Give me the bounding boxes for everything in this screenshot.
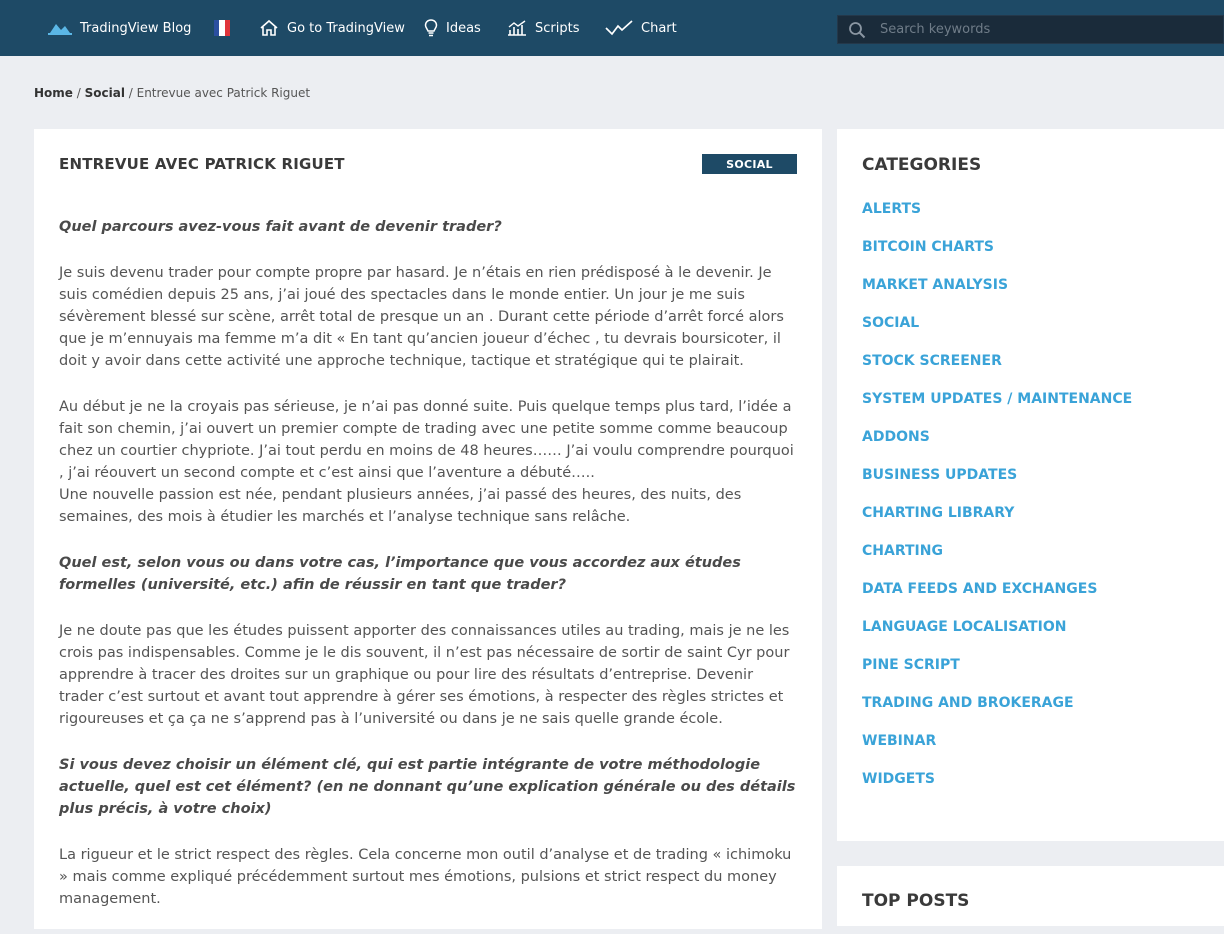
nav-ideas[interactable] <box>424 0 481 56</box>
nav-scripts[interactable] <box>507 0 579 56</box>
categories-panel <box>837 129 1224 841</box>
top-posts-title: TOP POSTS <box>862 891 970 911</box>
category-badge[interactable]: SOCIAL <box>702 154 797 174</box>
article-body <box>59 216 799 934</box>
home-icon <box>259 19 279 37</box>
category-link[interactable]: CHARTING <box>862 543 943 559</box>
brand-label: TradingView Blog <box>80 20 192 36</box>
interview-question: Si vous devez choisir un élément clé, qui est partie intégrante de votre méthodologie actuelle, quel est cet élément? (en ne donnant qu’une explication générale ou des détails plus précis, à votre choix) <box>59 757 796 817</box>
category-link[interactable]: LANGUAGE LOCALISATION <box>862 619 1067 635</box>
nav-scripts-label: Scripts <box>535 20 580 36</box>
search-box[interactable] <box>837 15 1224 44</box>
category-link[interactable]: SYSTEM UPDATES / MAINTENANCE <box>862 391 1133 407</box>
interview-answer: Je ne doute pas que les études puissent apporter des connaissances utiles au trading, mais je ne les crois pas indispensables. Comme je le dis souvent, il n’est pas nécessaire de sortir de saint Cyr pour apprendre à tracer des droites sur un graphique ou pour lire des résultats d’entreprise. Devenir trader c’est surtout et avant tout apprendre à gérer ses émotions, à respecter des règles strictes et rigoureuses et ça ça ne s’apprend pas à l’université ou dans je ne sais quelle grande école. <box>59 623 790 727</box>
interview-question: Quel est, selon vous ou dans votre cas, l’importance que vous accordez aux études formelles (université, etc.) afin de réussir en tant que trader? <box>59 555 741 593</box>
breadcrumb-separator: / <box>124 86 137 100</box>
category-link[interactable]: STOCK SCREENER <box>862 353 1002 369</box>
category-link[interactable]: PINE SCRIPT <box>862 657 960 673</box>
nav-go-to-label: Go to TradingView <box>287 20 405 36</box>
category-link[interactable]: BUSINESS UPDATES <box>862 467 1018 483</box>
breadcrumb-social[interactable]: Social <box>84 86 125 100</box>
search-input[interactable] <box>878 21 1202 38</box>
interview-answer: La rigueur et le strict respect des règles. Cela concerne mon outil d’analyse et de trading « ichimoku » mais comme expliqué précédemment surtout mes émotions, pulsions et strict respect du money management. <box>59 847 792 907</box>
breadcrumb-home[interactable]: Home <box>34 86 73 100</box>
top-posts-panel <box>837 866 1224 926</box>
breadcrumb-current: Entrevue avec Patrick Riguet <box>136 86 311 100</box>
nav-chart-label: Chart <box>641 20 677 36</box>
category-link[interactable]: WEBINAR <box>862 733 937 749</box>
interview-answer: Je suis devenu trader pour compte propre par hasard. Je n’étais en rien prédisposé à le devenir. Je suis comédien depuis 25 ans, j’ai joué des spectacles dans le monde entier. Un jour je me suis sévèrement blessé sur scène, arrêt total de presque un an . Durant cette période d’arrêt forcé alors que je m’ennuyais ma femme m’a dit « En tant qu’ancien joueur d’échec , tu devrais boursicoter, il doit y avoir dans cette activité une approche technique, tactique et stratégique qui te plairait. <box>59 265 784 369</box>
lightbulb-icon <box>424 19 438 37</box>
category-link[interactable]: ADDONS <box>862 429 930 445</box>
category-link[interactable]: CHARTING LIBRARY <box>862 505 1015 521</box>
breadcrumb-separator: / <box>72 86 85 100</box>
nav-chart[interactable] <box>605 0 677 56</box>
category-link[interactable]: WIDGETS <box>862 771 935 787</box>
interview-answer: Au début je ne la croyais pas sérieuse, je n’ai pas donné suite. Puis quelque temps plus tard, l’idée a fait son chemin, j’ai ouvert un premier compte de trading avec une petite somme comme beaucoup chez un courtier chypriote. J’ai tout perdu en moins de 48 heures…… J’ai voulu comprendre pourquoi , j’ai réouvert un second compte et c’est ainsi que l’aventure a débuté….. Une nouvelle passion est née, pendant plusieurs années, j’ai passé des heures, des nuits, des semaines, des mois à étudier les marchés et l’analyse technique sans relâche. <box>59 399 794 525</box>
article-panel <box>34 129 822 929</box>
brand-link[interactable] <box>48 0 191 56</box>
category-link[interactable]: BITCOIN CHARTS <box>862 239 995 255</box>
category-link[interactable]: MARKET ANALYSIS <box>862 277 1009 293</box>
nav-go-to-tradingview[interactable] <box>259 0 405 56</box>
scripts-chart-icon <box>507 19 527 37</box>
search-icon <box>848 21 866 39</box>
breadcrumb <box>34 86 310 100</box>
nav-ideas-label: Ideas <box>446 20 481 36</box>
tradingview-logo-icon <box>48 21 72 35</box>
category-link[interactable]: SOCIAL <box>862 315 920 331</box>
categories-list <box>862 201 1132 809</box>
article-title: ENTREVUE AVEC PATRICK RIGUET <box>59 155 345 173</box>
categories-title: CATEGORIES <box>862 155 982 175</box>
interview-question: Quel parcours avez-vous fait avant de devenir trader? <box>59 219 502 235</box>
french-flag-icon[interactable] <box>214 20 230 36</box>
category-link[interactable]: TRADING AND BROKERAGE <box>862 695 1074 711</box>
top-navbar <box>0 0 1224 56</box>
line-chart-icon <box>605 20 633 36</box>
category-link[interactable]: DATA FEEDS AND EXCHANGES <box>862 581 1098 597</box>
category-link[interactable]: ALERTS <box>862 201 922 217</box>
